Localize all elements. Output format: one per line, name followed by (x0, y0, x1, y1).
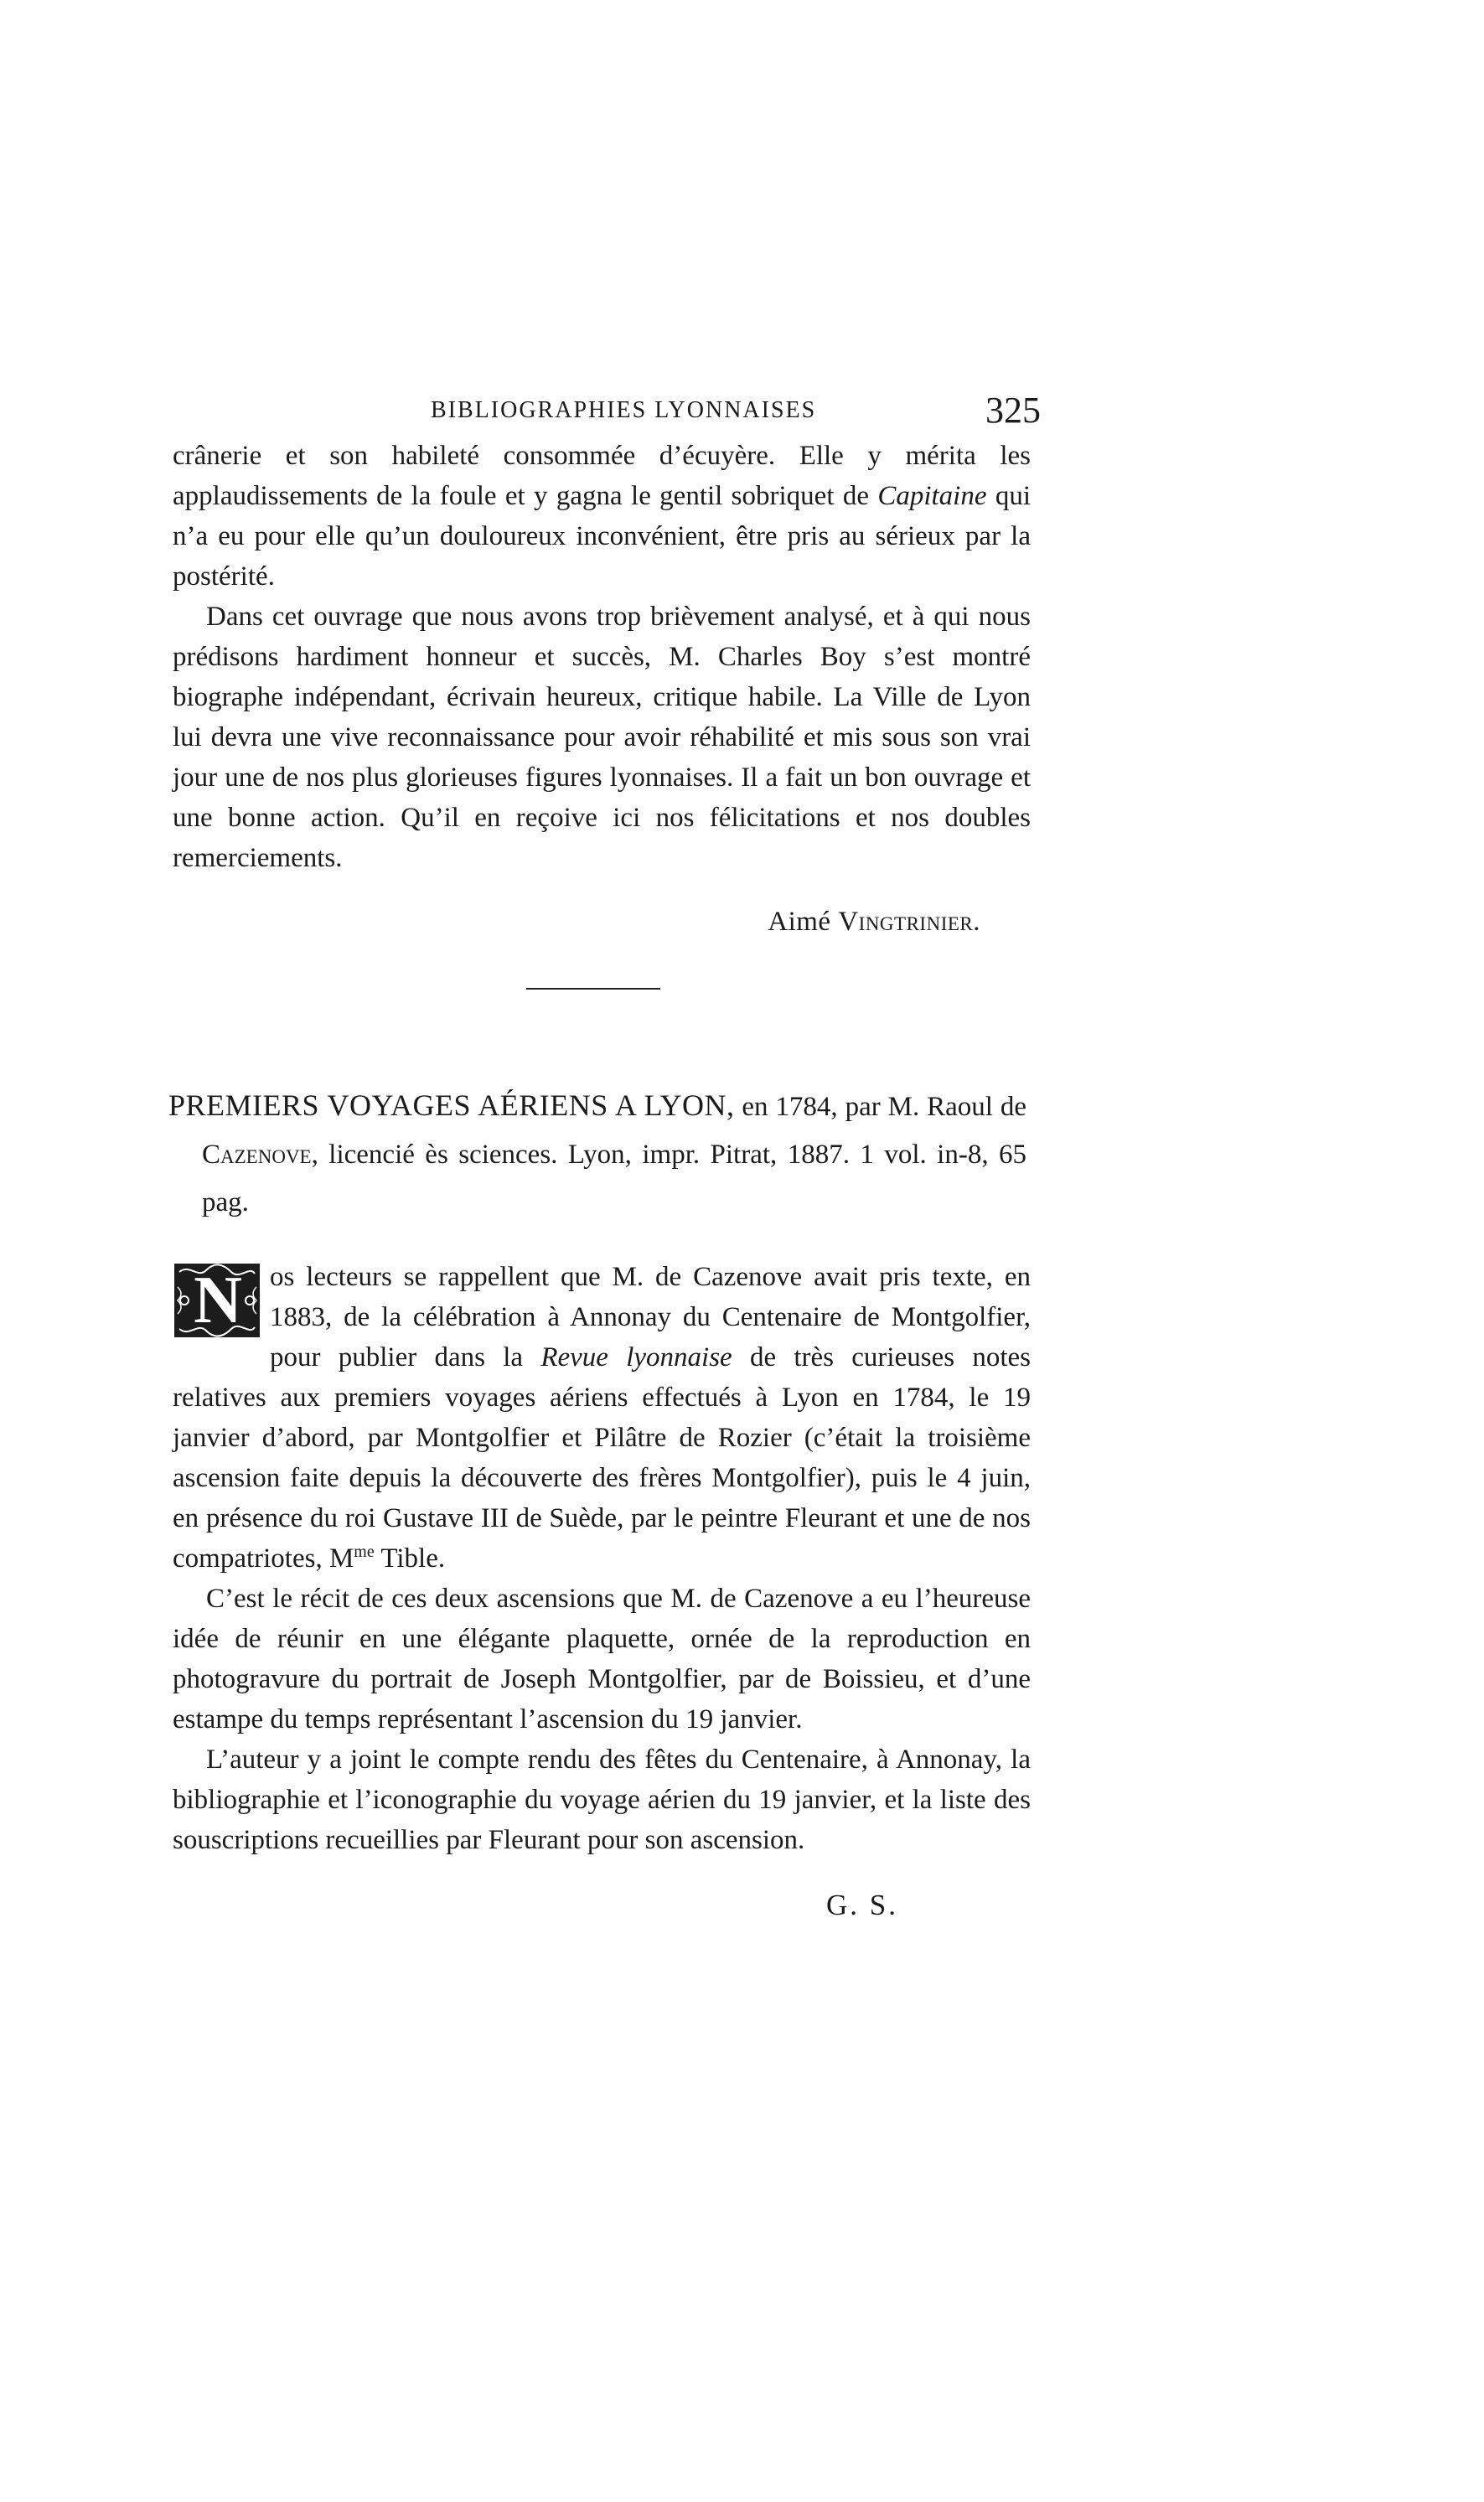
entry-signature: G. S. (826, 1889, 898, 1921)
entry-p1-text-a: os lecteurs se rappellent que M. de Cazenove avait pris texte, en 1883, de la célébration à Annonay du Centenaire de Montgolfier, pour publier dans la (270, 1262, 1031, 1372)
review-p1-text-a: crânerie et son habileté consommée d’écuyère. Elle y mérita les applaudissements de la foule et y gagna le gentil sobriquet de (173, 441, 1031, 511)
book-page (168, 385, 1041, 1922)
review-p1-italic: Capitaine (877, 481, 987, 511)
entry-p1-italic: Revue lyonnaise (540, 1342, 732, 1372)
running-title: BIBLIOGRAPHIES LYONNAISES (431, 397, 817, 423)
entry-p1-text-c: Tible. (374, 1543, 446, 1574)
entry-title-rest-2: , licencié ès sciences. Lyon, impr. Pitrat, 1887. 1 vol. in-8, 65 pag. (202, 1140, 1026, 1217)
signature-first-name: Aimé (768, 907, 831, 937)
section-divider (526, 988, 660, 990)
entry-paragraph-1 (173, 1257, 1031, 1579)
signature-last-name: Vingtrinier. (838, 907, 980, 937)
dropcap-letter: N (194, 1264, 240, 1337)
entry-p1-text-b: de très curieuses notes relatives aux premiers voyages aériens effectués à Lyon en 1784, le 19 janvier d’abord, par Montgolfier et Pilâtre de Rozier (c’était la troisième ascension faite depuis la découverte des frères Montgolfier), puis le 4 juin, en présence du roi Gustave III de Suède, par le peintre Fleurant et une de nos compatriotes, M (173, 1342, 1031, 1574)
entry-paragraph-2: C’est le récit de ces deux ascensions que M. de Cazenove a eu l’heureuse idée de réunir en une élégante plaquette, ornée de la reproduction en photogravure du portrait de Joseph Montgolfier, par de Boissieu, et d’une estampe du temps représentant l’ascension du 19 janvier. (173, 1584, 1031, 1734)
entry-body (173, 1257, 1031, 1860)
entry-paragraph-3: L’auteur y a joint le compte rendu des fêtes du Centenaire, à Annonay, la bibliographie et l’iconographie du voyage aérien du 19 janvier, et la liste des souscriptions recueillies par Fleurant pour son ascension. (173, 1745, 1031, 1855)
page-number: 325 (985, 390, 1041, 431)
entry-title (168, 1082, 1026, 1227)
running-head (173, 385, 1041, 436)
entry-title-caps: PREMIERS VOYAGES AÉRIENS A LYON, (168, 1088, 735, 1122)
review-paragraph-1 (173, 436, 1031, 597)
entry-p1-superscript: me (354, 1543, 375, 1561)
ornamental-dropcap (173, 1262, 261, 1339)
entry-title-rest-1: en 1784, par M. Raoul de (734, 1092, 1026, 1122)
review-paragraph-2: Dans cet ouvrage que nous avons trop brièvement analysé, et à qui nous prédisons hardiment honneur et succès, M. Charles Boy s’est montré biographe indépendant, écrivain heureux, critique habile. La Ville de Lyon lui devra une vive reconnaissance pour avoir réhabilité et mis sous son vrai jour une de nos plus glorieuses figures lyonnaises. Il a fait un bon ouvrage et une bonne action. Qu’il en reçoive ici nos félicitations et nos doubles remerciements. (173, 602, 1031, 873)
review-signature (173, 907, 980, 938)
review-p1-text-b: qui n’a eu pour elle qu’un douloureux inconvénient, être pris au sérieux par la postérité. (173, 481, 1031, 592)
entry-author-name: Cazenove (202, 1140, 312, 1170)
